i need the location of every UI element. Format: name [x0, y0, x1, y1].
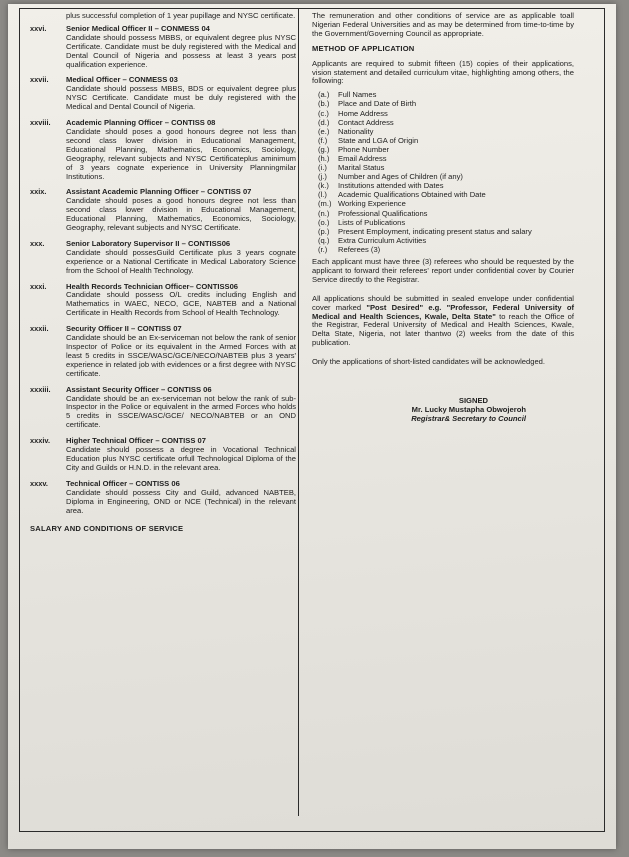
list-item-label: Place and Date of Birth [338, 99, 417, 109]
list-item-label: Home Address [338, 108, 388, 118]
position-description: Candidate should poses a good honours degree not less than second class lower division in Educational Management, Educational Planning, Mathematics, Economics, Sociology, Geography, relevant subjects and NYSC Certificate. [66, 196, 296, 233]
position-item [30, 188, 296, 233]
list-item-letter: (h.) [318, 154, 330, 163]
referees-text: Each applicant must have three (3) referees who should be requested by the applicant to forward their referees' report under confidential cover by Courier Service directly to the Registrar. [312, 257, 574, 284]
signatory-name: Mr. Lucky Mustapha Obwojeroh [411, 405, 526, 414]
signed-label: SIGNED [458, 396, 488, 406]
position-description: Candidate should possess a degree in Vocational Technical Education plus NYSC certificate orfull Technological Diploma of the City and Guilds or H.N.D. in the relevant area. [66, 445, 296, 472]
position-item [30, 119, 296, 181]
list-item [318, 145, 574, 154]
position-description: Candidate should possess City and Guild, advanced NABTEB, Diploma in Engineering, OND or NCE (Technical) in the relevant area. [66, 487, 296, 515]
submission-part-1: All applications should be submitted in sealed envelope under confidential cover marked [312, 293, 574, 312]
position-item [30, 25, 296, 70]
submission-text [312, 295, 574, 348]
list-item-label: Working Experience [338, 199, 406, 209]
position-text [66, 386, 296, 431]
list-item-letter: (j.) [318, 172, 327, 182]
position-text [66, 480, 296, 516]
position-description: Candidate should possesGuild Certificate plus 3 years cognate experience or a National Certificate in Medical Laboratory Science from the School of Health Technology. [66, 247, 296, 275]
position-description: Candidate should be an Ex-serviceman not below the rank of senior Inspector of Police or its equivalent in the Armed Forces with at least 5 credits in SSCE/WASC/GCE/NECO/NABTEB plus 3 years' experience in related job with evidences or a first degree with NYSC certificate. [66, 333, 296, 378]
position-item [30, 437, 296, 473]
position-number: xxxi. [30, 281, 47, 291]
list-item-letter: (o.) [318, 217, 330, 227]
list-item-letter: (d.) [318, 117, 330, 127]
list-item-letter: (a.) [318, 90, 330, 100]
list-item [318, 163, 574, 172]
list-item [318, 90, 574, 99]
column-divider [298, 8, 299, 816]
position-number: xxx. [30, 238, 45, 248]
signatory-role: Registrar& Secretary to Council [411, 413, 526, 423]
position-text [66, 119, 296, 181]
remuneration-text: The remuneration and other conditions of service are as applicable toall Nigerian Federal Universities and as may be determined from time-to-time by the Government/Governing Council as appropriate. [312, 11, 574, 38]
position-item [30, 325, 296, 378]
position-title: Senior Laboratory Supervisor II – CONTISS06 [66, 238, 231, 248]
list-item-label: Phone Number [338, 144, 390, 154]
position-text [66, 188, 296, 233]
list-item-letter: (m.) [318, 199, 332, 209]
position-description: Candidate should possess MBBS, BDS or equivalent degree plus NYSC Certificate. Candidate must be duly registered with the Medical and Dental Council of Nigeria. [66, 84, 296, 112]
position-number: xxxiii. [30, 384, 51, 394]
list-item [318, 127, 574, 136]
list-item-letter: (i.) [318, 163, 327, 173]
list-item-label: Academic Qualifications Obtained with Date [338, 190, 486, 200]
signature-block [312, 397, 574, 424]
list-item-letter: (g.) [318, 144, 330, 154]
position-title: Higher Technical Officer – CONTISS 07 [66, 436, 206, 446]
list-item [318, 209, 574, 218]
position-description: Candidate should possess MBBS, or equivalent degree plus NYSC Certificate. Candidate must be duly registered with the Medical and Dental Council of Nigeria and possess at least 3 years post qualification experience. [66, 32, 296, 69]
position-text [66, 283, 296, 319]
position-text [66, 240, 296, 276]
position-number: xxxii. [30, 324, 49, 334]
position-number: xxxiv. [30, 436, 50, 446]
position-item [30, 386, 296, 431]
list-item-letter: (n.) [318, 208, 330, 218]
position-item [30, 240, 296, 276]
right-column [312, 12, 574, 424]
position-title: Health Records Technician Officer– CONTISS06 [66, 281, 239, 291]
list-item [318, 181, 574, 190]
list-item-letter: (b.) [318, 99, 330, 109]
list-item [318, 218, 574, 227]
method-intro: Applicants are required to submit fifteen (15) copies of their applications, vision statement and detailed curriculum vitae, highlighting among others, the following: [312, 58, 574, 86]
position-item [30, 480, 296, 516]
position-number: xxxv. [30, 478, 48, 488]
position-title: Senior Medical Officer II – CONMESS 04 [66, 23, 210, 33]
list-item [318, 227, 574, 236]
position-title: Security Officer II – CONTISS 07 [66, 324, 182, 334]
list-item-letter: (f.) [318, 135, 328, 145]
list-item-label: Nationality [338, 126, 374, 136]
list-item-label: Marital Status [338, 163, 385, 173]
position-number: xxvi. [30, 23, 47, 33]
position-list [30, 25, 296, 516]
list-item-label: Full Names [338, 90, 377, 100]
position-text [66, 325, 296, 378]
submission-bold: "Post Desired" e.g. "Professor, Federal University of Medical and Health Sciences, Kwale, Delta State" [312, 302, 574, 321]
position-title: Academic Planning Officer – CONTISS 08 [66, 118, 216, 128]
list-item-label: State and LGA of Origin [338, 135, 419, 145]
list-item-letter: (k.) [318, 181, 329, 191]
position-text [66, 25, 296, 70]
position-title: Technical Officer – CONTISS 06 [66, 478, 180, 488]
position-text [66, 437, 296, 473]
position-description: Candidate should poses a good honours degree not less than second class lower division in Educational Management, Educational Planning, Mathematics, Economics, Sociology, Geography, relevant subjects and NYSC Certificateplus aminimum of 3 years cognate experience in University Planningmilar Institutions. [66, 126, 296, 181]
position-number: xxix. [30, 187, 47, 197]
list-item-label: Institutions attended with Dates [338, 181, 444, 191]
list-item [318, 136, 574, 145]
position-title: Assistant Security Officer – CONTISS 06 [66, 384, 212, 394]
list-item-label: Lists of Publications [338, 217, 406, 227]
position-description: Candidate should be an ex-serviceman not below the rank of sub-Inspector in the Police or equivalent in the armed Forces who holds 5 credits in SSCE/WASC/GCE/ NECO/NABTEB or an OND certificate. [66, 393, 296, 430]
list-item-label: Professional Qualifications [338, 208, 428, 218]
requirements-list [318, 90, 574, 254]
list-item-letter: (r.) [318, 244, 328, 254]
position-item [30, 76, 296, 112]
position-item [30, 283, 296, 319]
list-item-label: Contact Address [338, 117, 394, 127]
left-column [30, 12, 296, 540]
list-item [318, 99, 574, 108]
list-item-letter: (l.) [318, 190, 327, 200]
list-item-letter: (q.) [318, 235, 330, 245]
newspaper-page [8, 4, 616, 849]
list-item-label: Email Address [338, 154, 387, 163]
position-number: xxviii. [30, 118, 51, 128]
list-item-label: Extra Curriculum Activities [338, 235, 427, 245]
submission-part-2: to reach the Office of the Registrar, Federal University of Medical and Health Sciences, Kwale, Delta State, Nigeria, not later thantwo (2) weeks from the date of this publication. [312, 311, 574, 348]
position-number: xxvii. [30, 75, 49, 85]
list-item [318, 109, 574, 118]
list-item [318, 245, 574, 254]
list-item-label: Present Employment, indicating present status and salary [338, 226, 532, 236]
method-heading: METHOD OF APPLICATION [312, 43, 415, 53]
list-item [318, 118, 574, 127]
list-item-letter: (c.) [318, 108, 329, 118]
list-item-letter: (p.) [318, 226, 330, 236]
list-item [318, 236, 574, 245]
salary-heading: SALARY AND CONDITIONS OF SERVICE [30, 524, 184, 534]
position-title: Assistant Academic Planning Officer – CONTISS 07 [66, 187, 252, 197]
list-item [318, 172, 574, 181]
position-text [66, 76, 296, 112]
shortlist-text: Only the applications of short-listed candidates will be acknowledged. [312, 357, 546, 367]
position-description: Candidate should possess O/L credits including English and Mathematics in WAEC, NECO, GCE, NABTEB and a National Certificate in Health Records from School of Health Technology. [66, 290, 296, 318]
list-item-letter: (e.) [318, 126, 330, 136]
list-item [318, 199, 574, 208]
list-item-label: Referees (3) [338, 244, 381, 254]
list-item-label: Number and Ages of Children (if any) [338, 172, 463, 182]
list-item [318, 190, 574, 199]
intro-text: plus successful completion of 1 year pupillage and NYSC certificate. [66, 11, 296, 20]
list-item [318, 154, 574, 163]
position-title: Medical Officer – CONMESS 03 [66, 75, 178, 85]
